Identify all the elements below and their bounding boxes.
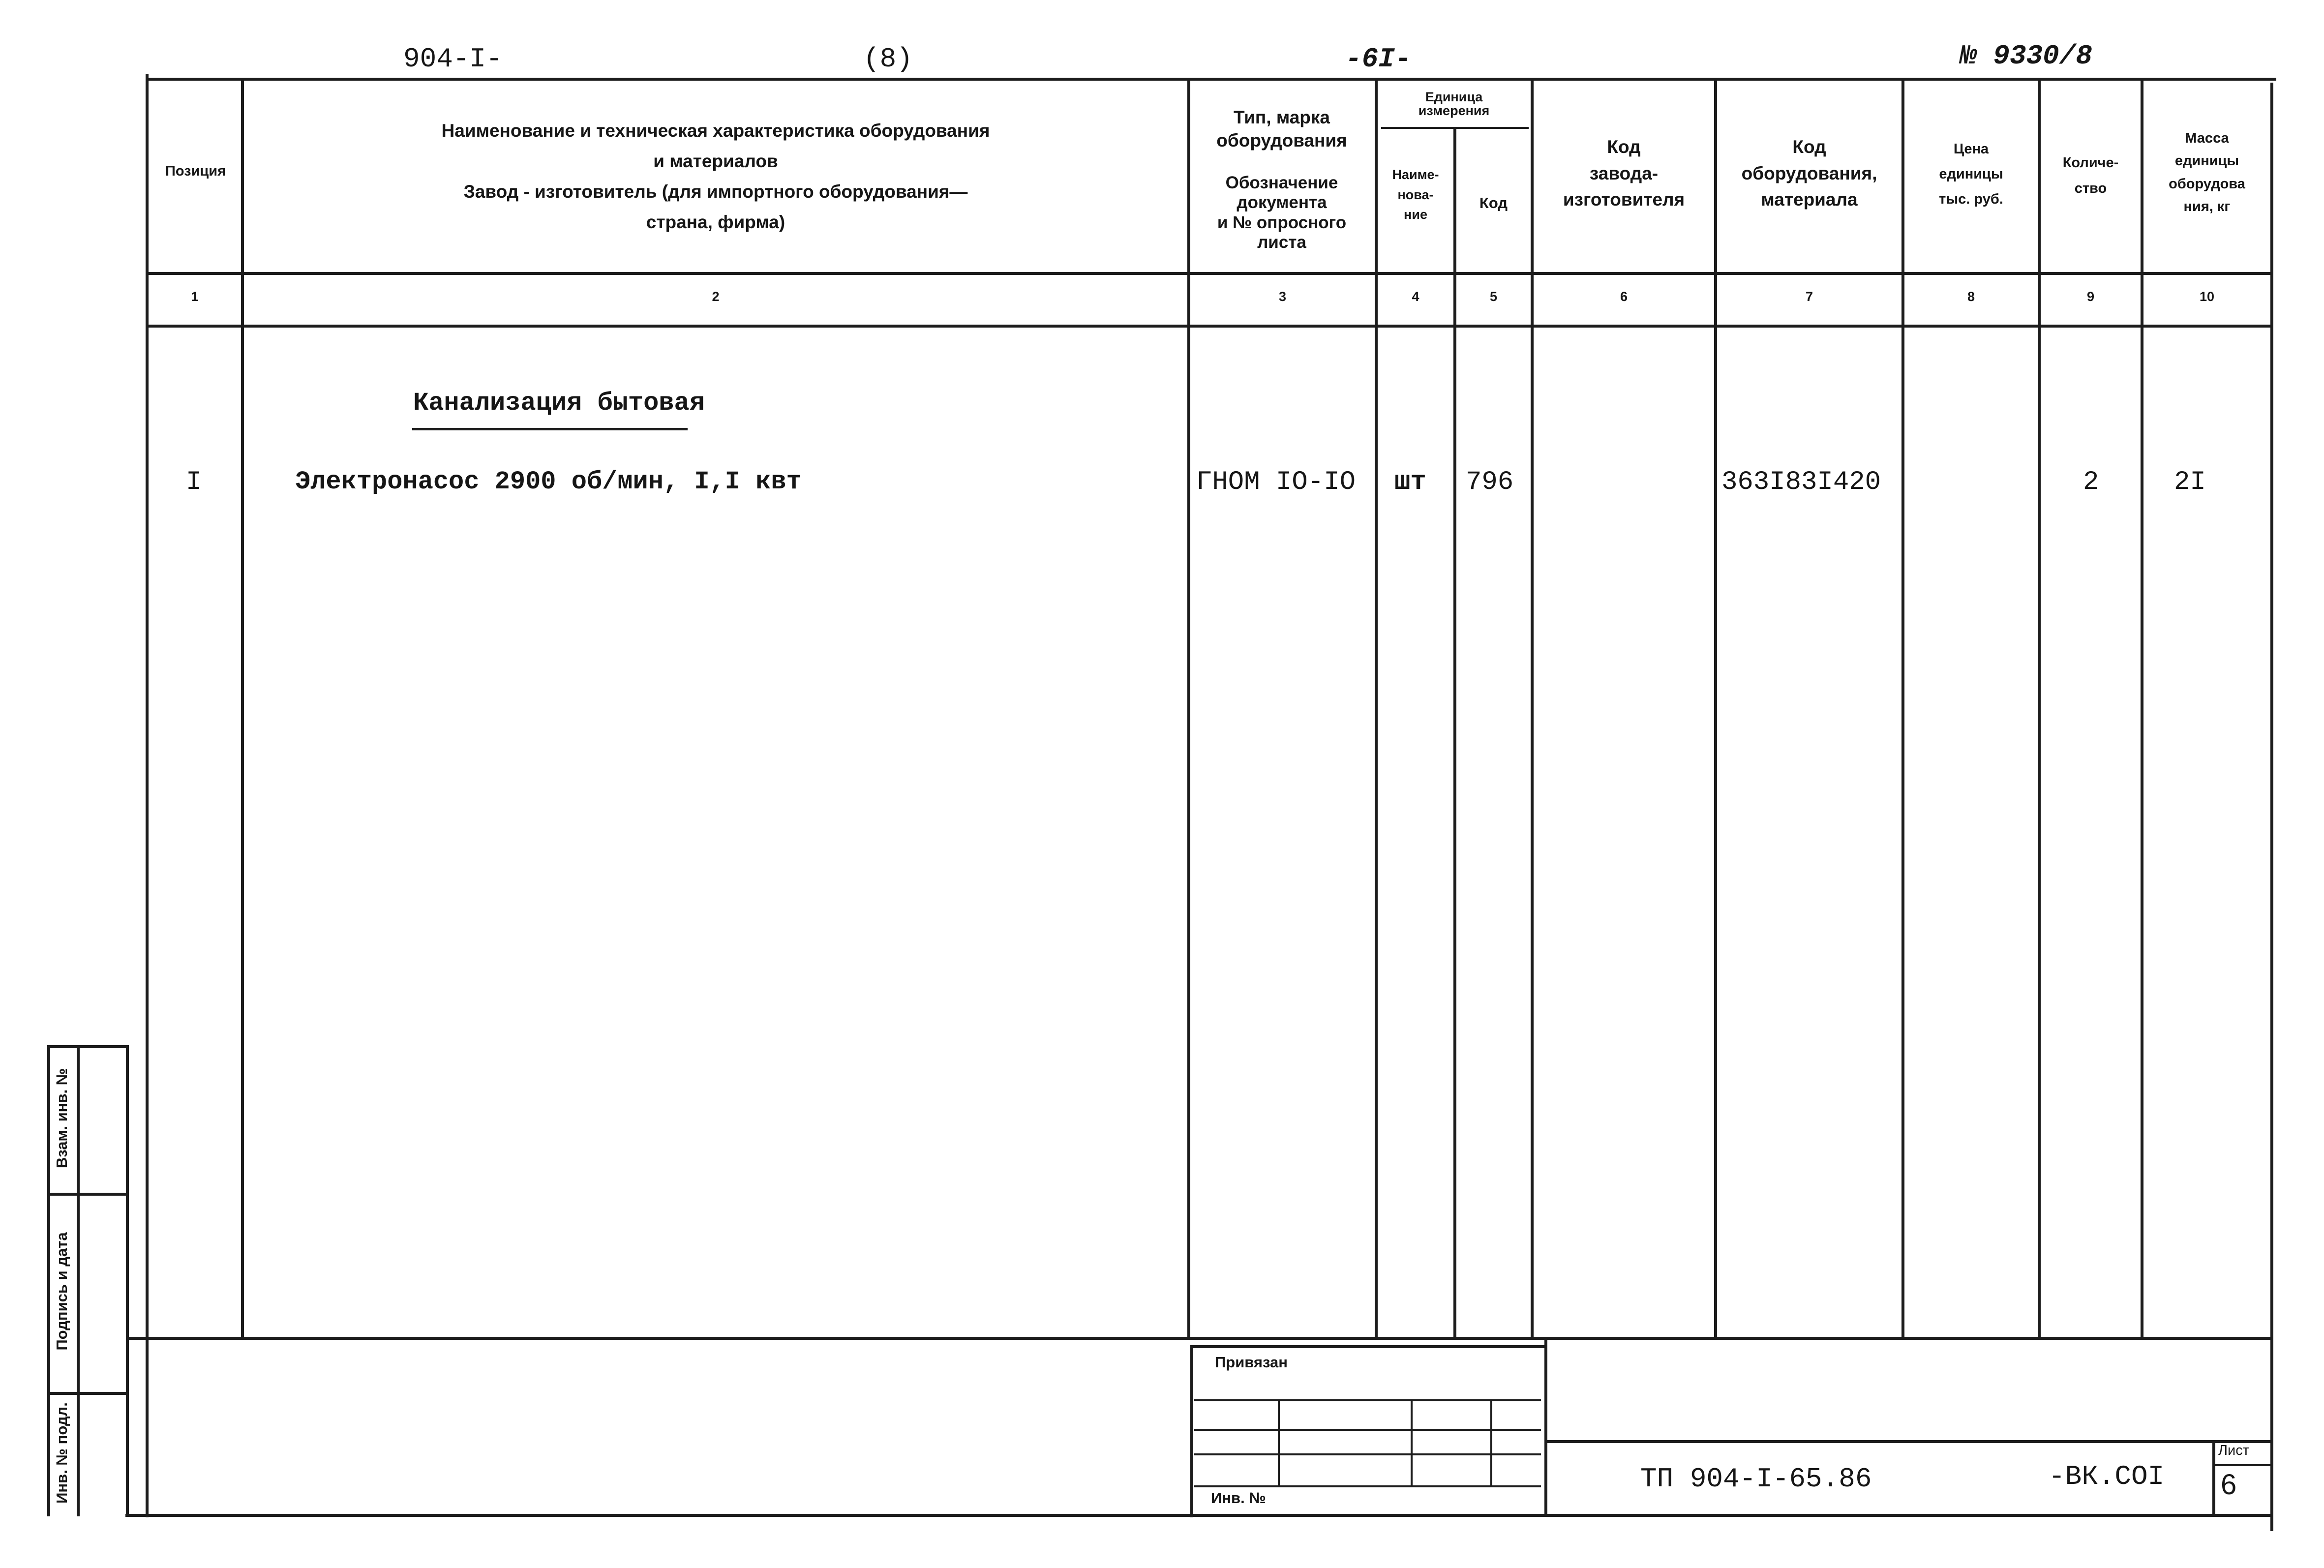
col-header-equip-line1: Код (1792, 137, 1826, 157)
col-header-quantity (2041, 150, 2141, 201)
col-header-type-line1: Тип, марка (1233, 107, 1330, 127)
unit-group-rule (1381, 127, 1529, 129)
col-header-doc-line4: листа (1257, 232, 1306, 252)
stamp-bound-right (1544, 1339, 1547, 1516)
col-header-unit-line1: Единица (1425, 90, 1483, 104)
col-number-6: 6 (1620, 289, 1628, 304)
inventory-number: № 9330/8 (1960, 40, 2092, 72)
table-top-border (148, 78, 2276, 81)
stamp-doc-code: ТП 904-I-65.86 (1640, 1463, 1872, 1495)
col-divider-4 (1453, 129, 1456, 1337)
col-header-unit-line2: измерения (1418, 103, 1490, 119)
col-header-unit-name (1378, 165, 1453, 225)
stamp-bound-label: Привязан (1215, 1354, 1288, 1371)
col-header-maker-line2: завода- (1589, 163, 1659, 183)
stamp-sheet-number: 6 (2221, 1469, 2237, 1501)
col-header-position: Позиция (165, 163, 226, 179)
col-header-type (1190, 106, 1373, 152)
stamp-bound-left (1190, 1348, 1193, 1517)
col-number-4: 4 (1412, 289, 1419, 304)
col-header-mass-line3: оборудова (2169, 176, 2245, 192)
col-header-doc (1190, 173, 1373, 252)
col-number-9: 9 (2086, 289, 2095, 304)
col-header-qty-line2: ство (2074, 181, 2107, 197)
col-header-unit-group (1378, 90, 1530, 118)
side-stamp-outer (47, 1045, 50, 1516)
row-position: I (186, 467, 202, 497)
stamp-bottom-rule (125, 1514, 2271, 1517)
stamp-grid-col2 (1411, 1399, 1413, 1485)
col-number-3: 3 (1278, 289, 1287, 304)
row-unit-code: 796 (1466, 467, 1514, 497)
stamp-grid-row1 (1194, 1399, 1541, 1401)
stamp-grid-row3 (1194, 1453, 1541, 1455)
col-divider-7 (1901, 78, 1904, 1337)
col-number-1: 1 (191, 289, 199, 304)
col-header-price-line2: единицы (1939, 166, 2003, 182)
stamp-inv-label: Инв. № (1211, 1489, 1266, 1507)
col-header-equip-line2: оборудования, (1741, 163, 1877, 183)
col-header-name (246, 116, 1185, 238)
col-header-name-line3: Завод - изготовитель (для импортного оборудования— (463, 181, 968, 202)
stamp-grid-row2 (1194, 1429, 1541, 1431)
col-header-doc-line1: Обозначение (1225, 173, 1338, 192)
col-header-name-line1: Наименование и техническая характеристика оборудования (441, 121, 990, 141)
stamp-sheet-divider (2212, 1440, 2215, 1516)
stamp-doc-suffix: -ВК.COI (2049, 1461, 2165, 1492)
col-header-equipment-code (1717, 134, 1901, 213)
row-equipment-code: 363I83I420 (1721, 467, 1881, 497)
header-bottom-rule (148, 272, 2271, 275)
col-header-mass-line4: ния, кг (2183, 199, 2231, 215)
col-divider-6 (1714, 78, 1717, 1337)
side-stamp-rule2 (47, 1392, 129, 1395)
row-type: ГНОМ IO-IO (1196, 467, 1356, 497)
col-header-unit-name-line2: нова- (1397, 187, 1434, 202)
col-divider-9 (2141, 78, 2143, 1337)
row-mass: 2I (2174, 467, 2206, 497)
col-number-8: 8 (1967, 289, 1975, 304)
col-header-doc-line3: и № опросного (1217, 212, 1347, 232)
row-name: Электронасос 2900 об/мин, I,I квт (295, 467, 802, 496)
col-divider-1 (241, 78, 244, 1337)
col-header-doc-line2: документа (1237, 193, 1327, 212)
col-number-10: 10 (2199, 289, 2215, 304)
side-stamp-replacement: Взам. инв. № (53, 1068, 70, 1169)
stamp-top-rule (129, 1337, 2271, 1340)
stamp-grid-row4 (1194, 1485, 1541, 1487)
col-header-unit-name-line3: ние (1404, 207, 1427, 222)
page-number: -6I- (1345, 43, 1412, 75)
col-number-2: 2 (712, 289, 720, 304)
col-header-type-line2: оборудования (1216, 130, 1347, 151)
col-header-price (1904, 137, 2038, 211)
side-stamp-inv: Инв. № подл. (53, 1402, 70, 1504)
stamp-grid-col3 (1490, 1399, 1492, 1485)
col-header-unit-code: Код (1479, 194, 1508, 211)
col-header-maker-line3: изготовителя (1563, 189, 1685, 210)
col-header-maker-line1: Код (1607, 137, 1641, 157)
side-stamp-rule1 (47, 1193, 129, 1196)
col-header-maker-code (1534, 134, 1714, 213)
side-stamp-signature: Подпись и дата (53, 1232, 70, 1351)
section-title-underline (412, 428, 688, 430)
col-header-equip-line3: материала (1761, 189, 1858, 210)
stamp-bound-top (1190, 1345, 1544, 1348)
col-divider-8 (2038, 78, 2041, 1337)
part-number: (8) (863, 43, 913, 75)
series-number: 904-I- (403, 43, 503, 75)
col-divider-5 (1531, 78, 1534, 1337)
row-unit-name: шт (1394, 467, 1426, 497)
col-header-price-line1: Цена (1953, 141, 1989, 157)
col-header-name-line4: страна, фирма) (646, 212, 785, 232)
stamp-title-rule (1547, 1440, 2271, 1443)
col-header-unit-name-line1: Наиме- (1392, 167, 1439, 182)
row-quantity: 2 (2083, 467, 2099, 497)
col-number-7: 7 (1805, 289, 1813, 304)
stamp-sheet-rule (2215, 1464, 2270, 1466)
col-header-mass-line1: Масса (2185, 130, 2229, 146)
section-title: Канализация бытовая (413, 389, 705, 418)
side-stamp-right (126, 1045, 129, 1516)
frame-right-border (2270, 83, 2273, 1531)
col-header-mass (2143, 127, 2270, 218)
col-header-name-line2: и материалов (653, 151, 778, 171)
col-divider-3 (1375, 78, 1378, 1337)
stamp-grid-col1 (1278, 1399, 1280, 1485)
col-header-mass-line2: единицы (2174, 153, 2239, 169)
col-number-5: 5 (1489, 289, 1498, 304)
col-divider-2 (1187, 78, 1190, 1337)
side-stamp-inner (77, 1045, 80, 1516)
stamp-sheet-label: Лист (2218, 1443, 2250, 1458)
numbers-bottom-rule (148, 325, 2271, 328)
col-header-qty-line1: Количе- (2062, 155, 2119, 171)
col-header-price-line3: тыс. руб. (1939, 191, 2003, 207)
